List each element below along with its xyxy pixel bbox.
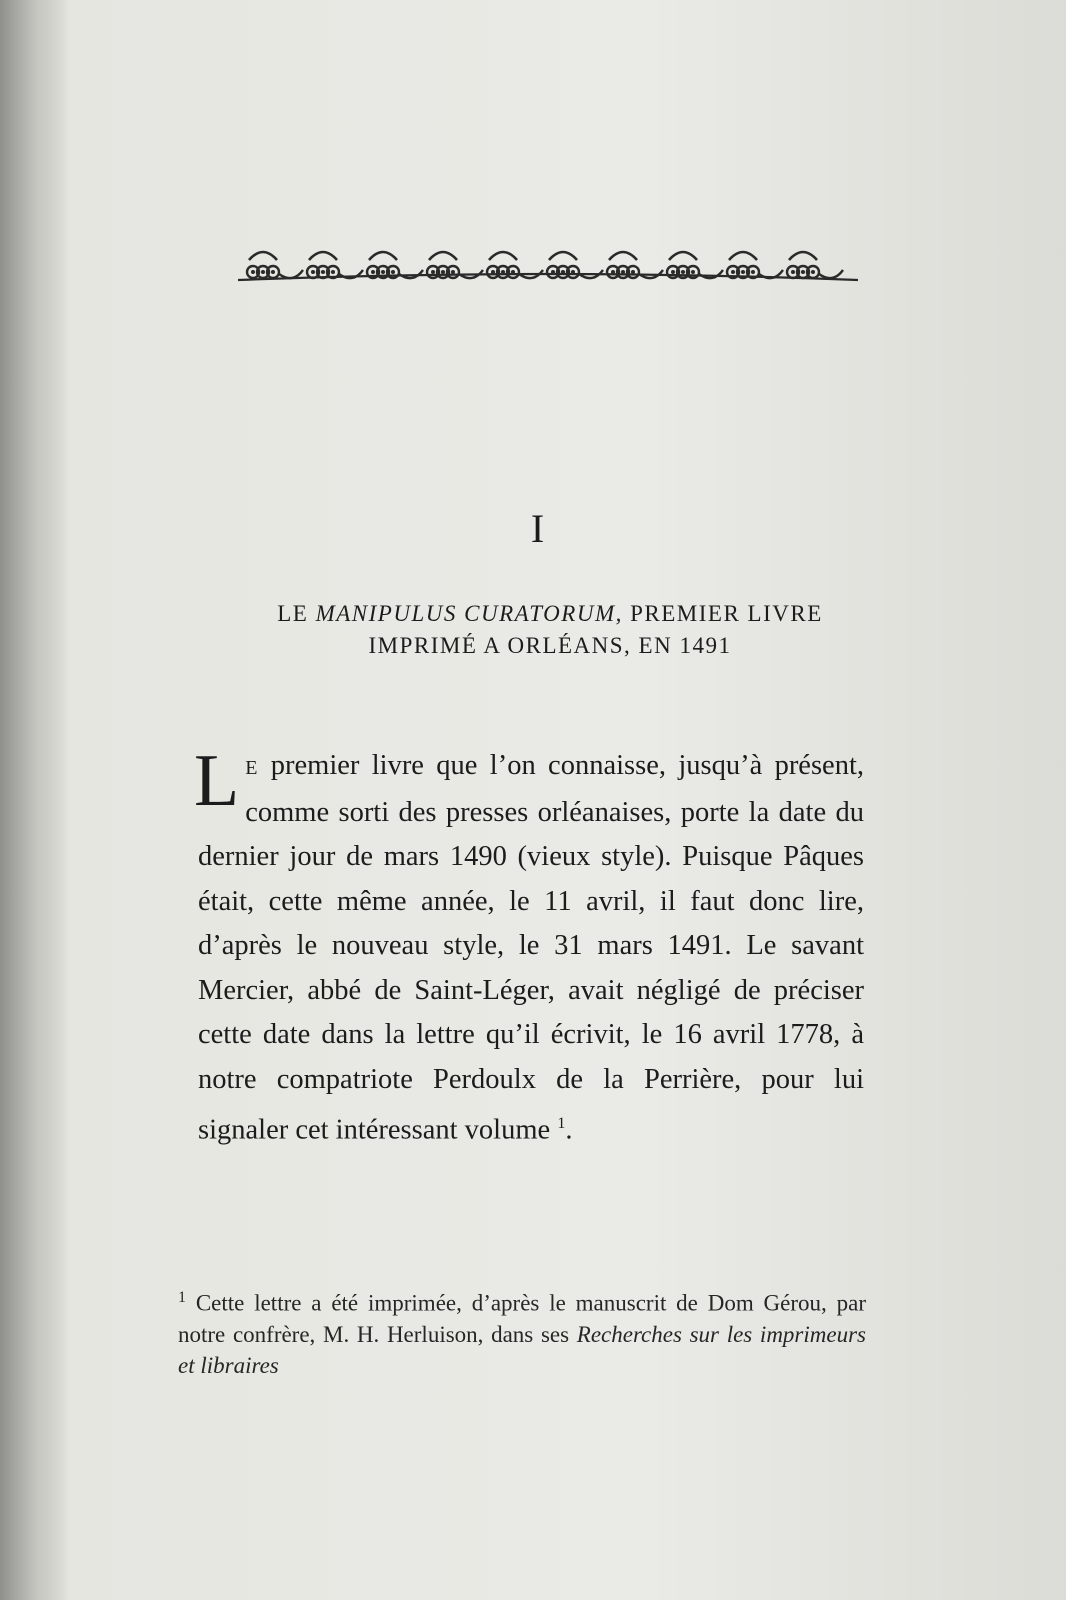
ornament-motif [307,252,363,278]
paragraph-text: premier livre que l’on connaisse, jusqu’à présent, comme sorti des presses orléanaises, porte la date du dernier jour de mars 1490 (vieux style). Puisque Pâques était, cette même année, le 11 avril, il faut donc lire, d’après le nouveau style, le 31 mars 1491. Le savant Mercier, abbé de Saint-Léger, avait négligé de préciser cette date dans la lettre qu’il écrivit, le 16 avril 1778, à notre compatriote Perdoulx de la Perrière, pour lui signaler cet intéressant volume [198,750,864,1146]
ornament-motif [787,252,843,278]
footnote-italic-title: Recherches sur les imprimeurs et libraires [178,1321,866,1378]
ornament-motif [727,252,783,278]
chapter-title [220,598,880,662]
chapter-number: I [530,506,546,551]
small-cap-letter: E [245,757,259,779]
title-suffix: PREMIER LIVRE [622,601,823,626]
footnote-mark: 1 [178,1289,186,1306]
drop-cap: L [194,740,240,822]
body-paragraph [194,740,864,1153]
footnote-text: Cette lettre a été imprimée, d’après le manuscrit de Dom Gérou, par notre confrère, M. H. Herluison, dans ses [178,1290,866,1347]
chapter-title-line-2: IMPRIMÉ A ORLÉANS, EN 1491 [368,633,732,658]
ornament-motif [247,252,303,278]
footnote-reference: 1 [557,1115,566,1132]
paragraph-end: . [565,1114,573,1146]
footnote [178,1282,866,1381]
decorative-ornament-band [238,240,858,296]
title-prefix: LE [277,601,316,626]
chapter-title-line-1 [220,598,880,630]
title-italic: MANIPULUS CURATORUM, [315,601,623,626]
page-gutter [0,0,70,1600]
